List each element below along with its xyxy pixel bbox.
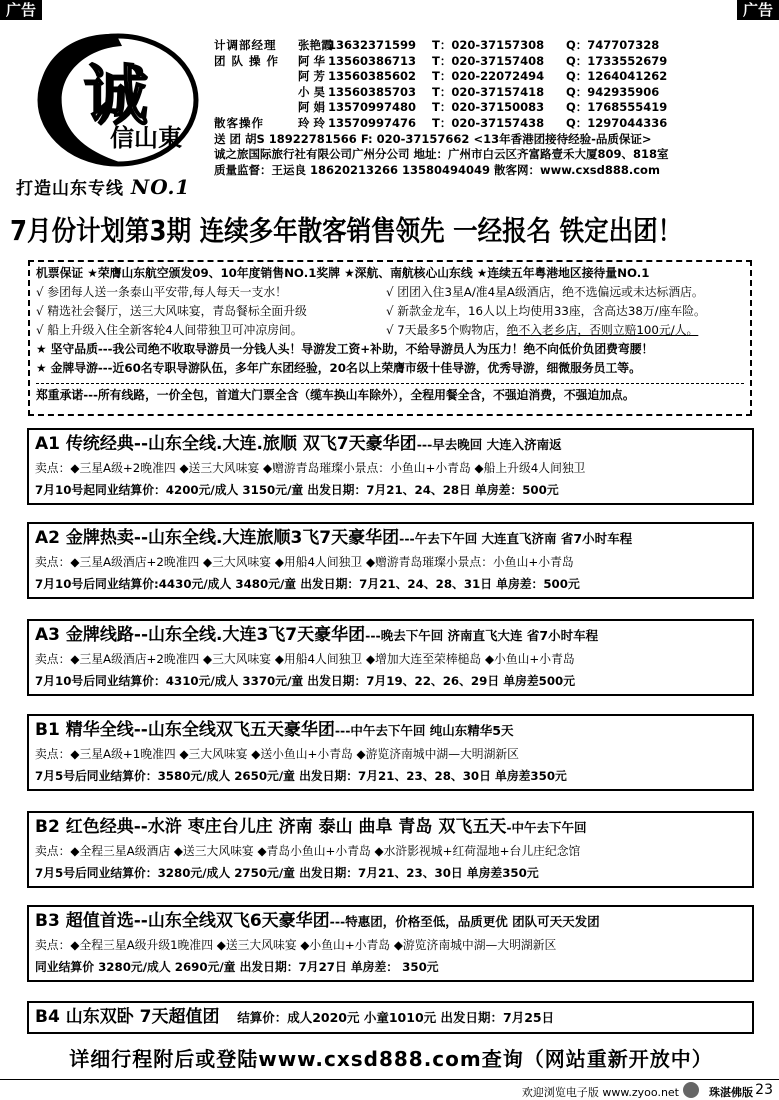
tour-title: B3 超值首选--山东全线双飞6天豪华团---特惠团，价格至低，品质更优 团队可天天发团 [35, 911, 600, 931]
tour-box-b1 [27, 714, 754, 791]
logo-emblem-icon [26, 26, 206, 174]
tour-price: 7月10号起同业结算价：4200元/成人 3150元/童 出发日期：7月21、24、28日 单房差：500元 [35, 483, 559, 497]
footer-bar-text: 欢迎浏览电子版 www.zyoo.net [521, 1086, 679, 1099]
company-address-line: 诚之旅国际旅行社有限公司广州分公司 地址：广州市白云区齐富路壹禾大厦809、818室 [214, 147, 669, 162]
tour-title-b4: B4 山东双卧 7天超值团 结算价：成人2020元 小童1010元 出发日期：7月25日 [35, 1007, 555, 1027]
tour-features: 卖点：◆三星A级+2晚准四 ◆送三大风味宴 ◆赠游青岛璀璨小景点：小鱼山+小青岛 ◆船上升级4人间独卫 [35, 461, 586, 475]
guarantee-box [28, 260, 752, 416]
header [10, 26, 772, 204]
tour-box-a3 [27, 619, 754, 696]
logo-slogan: 打造山东专线 NO.1 [16, 175, 191, 199]
guarantee-quality: ★ 坚守品质---我公司绝不收取导游员一分钱人头！导游发工资+补助，不给导游员人为压力！绝不向低价负团费弯腰！ [36, 342, 654, 356]
page-number: 23 [755, 1082, 773, 1098]
tour-price: 同业结算价 3280元/成人 2690元/童 出发日期：7月27日 单房差： 350元 [35, 960, 439, 974]
tour-box-a2 [27, 522, 754, 599]
tour-features: 卖点：◆三星A级+1晚准四 ◆三大风味宴 ◆送小鱼山+小青岛 ◆游览济南城中湖—大明湖新区 [35, 747, 519, 761]
tour-title: B2 红色经典--水浒 枣庄台儿庄 济南 泰山 曲阜 青岛 双飞五天-中午去下午回 [35, 817, 587, 837]
logo-sub-chars: 信山東 [110, 123, 182, 152]
footer-bar [0, 1079, 779, 1100]
tour-title: A2 金牌热卖--山东全线.大连旅顺3飞7天豪华团---午去下午回 大连直飞济南 省7小时车程 [35, 528, 633, 548]
contact-row: 阿 娟 13570997480 T：020-37150083 Q：1768555419 [298, 100, 668, 115]
guarantee-row: √ 精选社会餐厅，送三大风味宴，青岛餐标全面升级 √ 新款金龙车，16人以上均使用33座，含高达38万/座车险。 [36, 304, 706, 318]
guarantee-row: √ 船上升级入住全新客轮4人间带独卫可冲凉房间。 √ 7天最多5个购物店， 绝不入老乡店，否则立赔100元/人。 [36, 323, 699, 337]
guarantee-promise: 郑重承诺---所有线路，一价全包，首道大门票全含（缆车换山车除外），全程用餐全含，不强迫消费，不强迫加点。 [36, 383, 744, 405]
contact-list [214, 38, 772, 178]
tour-price: 7月10号后同业结算价：4310元/成人 3370元/童 出发日期：7月19、22、26、29日 单房差500元 [35, 674, 576, 688]
tour-title: A3 金牌线路--山东全线.大连3飞7天豪华团---晚去下午回 济南直飞大连 省7小时车程 [35, 625, 599, 645]
logo-big-char: 诚 [84, 59, 148, 134]
tour-features: 卖点：◆三星A级酒店+2晚准四 ◆三大风味宴 ◆用船4人间独卫 ◆增加大连至荣棒槌岛 ◆小鱼山+小青岛 [35, 652, 575, 666]
headline: 7月份计划第3期 连续多年散客销售领先 一经报名 铁定出团！ [10, 214, 683, 247]
footer-website-notice: 详细行程附后或登陆www.cxsd888.com查询（网站重新开放中） [69, 1047, 713, 1071]
ad-label-right: 广告 [737, 0, 779, 20]
quality-supervision-line: 质量监督：王运良 18620213266 13580494049 散客网：www.cxsd888.com [214, 162, 660, 177]
ad-label-left: 广告 [0, 0, 42, 20]
contact-row: 阿 芳 13560385602 T：020-22072494 Q：1264041262 [298, 69, 668, 84]
contact-row: 团 队 操 作 阿 华 13560386713 T：020-37157408 Q：1733552679 [214, 53, 668, 68]
tour-box-b4 [27, 1001, 754, 1034]
logo [16, 26, 216, 204]
guarantee-guide: ★ 金牌导游---近60名专职导游队伍，多年广东团经验，20名以上荣膺市级十佳导游，优秀导游，细微服务员工等。 [36, 361, 641, 375]
contact-row: 散客操作 玲 玲 13570997476 T：020-37157438 Q：1297044336 [214, 115, 668, 130]
tour-title: B1 精华全线--山东全线双飞五天豪华团---中午去下午回 纯山东精华5天 [35, 720, 514, 740]
footer-bar-brand: 珠湛佛版 [709, 1086, 753, 1099]
contact-row: 计调部经理 张艳霞 13632371599 T：020-37157308 Q：747707328 [214, 38, 660, 52]
tour-price: 7月5号后同业结算价：3280元/成人 2750元/童 出发日期：7月21、23、30日 单房差350元 [35, 866, 539, 880]
tour-features: 卖点：◆全程三星A级酒店 ◆送三大风味宴 ◆青岛小鱼山+小青岛 ◆水浒影视城+红荷湿地+台儿庄纪念馆 [35, 844, 581, 858]
tour-price: 7月5号后同业结算价：3580元/成人 2650元/童 出发日期：7月21、23、28、30日 单房差350元 [35, 769, 567, 783]
tour-box-b3 [27, 905, 754, 982]
tour-box-b2 [27, 811, 754, 888]
guarantee-row: √ 参团每人送一条泰山平安带,每人每天一支水！ √ 团团入住3星A/准4星A级酒店，绝不选偏远或未达标酒店。 [36, 285, 704, 299]
tour-features: 卖点：◆三星A级酒店+2晚准四 ◆三大风味宴 ◆用船4人间独卫 ◆赠游青岛璀璨小景点：小鱼山+小青岛 [35, 555, 574, 569]
tour-price: 7月10号后同业结算价:4430元/成人 3480元/童 出发日期：7月21、24、28、31日 单房差：500元 [35, 577, 580, 591]
tour-title: A1 传统经典--山东全线.大连.旅顺 双飞7天豪华团---早去晚回 大连入济南返 [35, 434, 562, 454]
contact-row: 小 昊 13560385703 T：020-37157418 Q：942935906 [298, 84, 660, 99]
tour-features: 卖点：◆全程三星A级升级1晚准四 ◆送三大风味宴 ◆小鱼山+小青岛 ◆游览济南城中湖—大明湖新区 [35, 938, 557, 952]
guarantee-row-ticket: 机票保证 ★荣膺山东航空颁发09、10年度销售NO.1奖牌 ★深航、南航核心山东线 ★连续五年粤港地区接待量NO.1 [36, 266, 650, 280]
publisher-logo-icon [683, 1082, 699, 1098]
contact-send-line: 送 团 胡S 18922781566 F: 020-37157662 <13年香港团接待经验-品质保证> [214, 131, 652, 146]
tour-box-a1 [27, 428, 754, 505]
